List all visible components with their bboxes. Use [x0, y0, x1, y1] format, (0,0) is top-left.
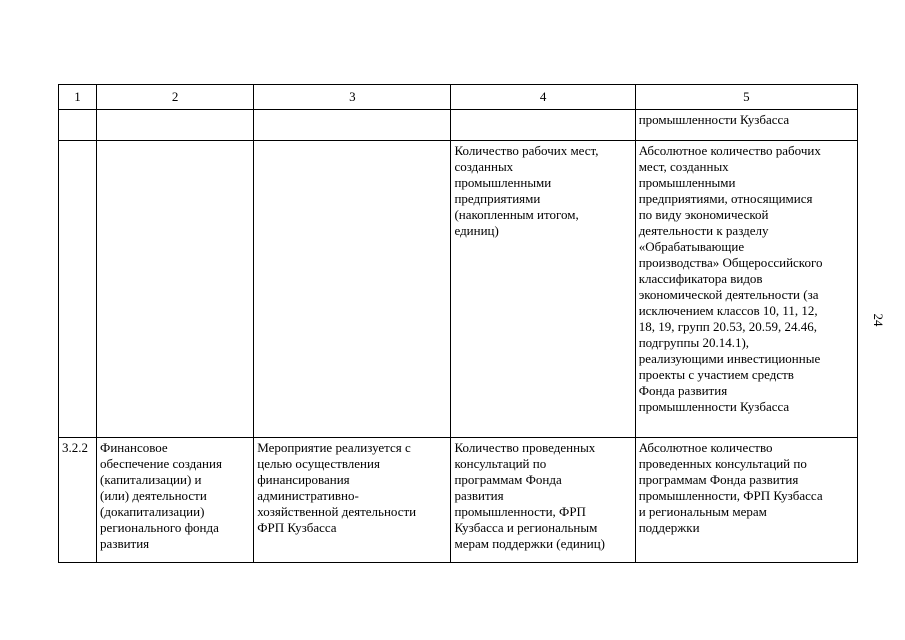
header-cell-3: 3 — [254, 85, 451, 110]
table-row — [59, 438, 858, 563]
row-number-cell — [59, 141, 97, 438]
indicator-method-cell: Абсолютное количество рабочих мест, созданных промышленными предприятиями, относящимися по виду экономической деятельности к разделу «Обрабатывающие производства» Общероссийского классификатора видов экономической деятельности (за исключением классов 10, 11, 12, 18, 19, групп 20.53, 20.59, 24.46, подгруппы 20.14.1), реализующими инвестиционные проекты с участием средств Фонда развития промышленности Кузбасса — [635, 141, 857, 438]
header-cell-5: 5 — [635, 85, 857, 110]
indicator-name-cell: Количество рабочих мест, созданных промышленными предприятиями (накопленным итогом, единиц) — [451, 141, 635, 438]
document-table — [58, 84, 858, 563]
measure-description-cell — [254, 141, 451, 438]
indicator-method-cell: Абсолютное количество проведенных консультаций по программам Фонда развития промышленности, ФРП Кузбасса и региональным мерам поддержки — [635, 438, 857, 563]
measure-description-cell: Мероприятие реализуется с целью осуществления финансирования административно- хозяйственной деятельности ФРП Кузбасса — [254, 438, 451, 563]
measure-name-cell: Финансовое обеспечение создания (капитализации) и (или) деятельности (докапитализации) регионального фонда развития — [97, 438, 254, 563]
indicator-name-cell: Количество проведенных консультаций по программам Фонда развития промышленности, ФРП Кузбасса и региональным мерам поддержки (единиц) — [451, 438, 635, 563]
measure-description-cell — [254, 110, 451, 141]
table-header-row — [59, 85, 858, 110]
measure-name-cell — [97, 110, 254, 141]
header-cell-1: 1 — [59, 85, 97, 110]
indicator-name-cell — [451, 110, 635, 141]
row-number-cell — [59, 110, 97, 141]
table-row — [59, 141, 858, 438]
row-number-cell: 3.2.2 — [59, 438, 97, 563]
measure-name-cell — [97, 141, 254, 438]
table-row — [59, 110, 858, 141]
page-number: 24 — [871, 313, 886, 327]
indicator-method-cell: промышленности Кузбасса — [635, 110, 857, 141]
header-cell-4: 4 — [451, 85, 635, 110]
header-cell-2: 2 — [97, 85, 254, 110]
